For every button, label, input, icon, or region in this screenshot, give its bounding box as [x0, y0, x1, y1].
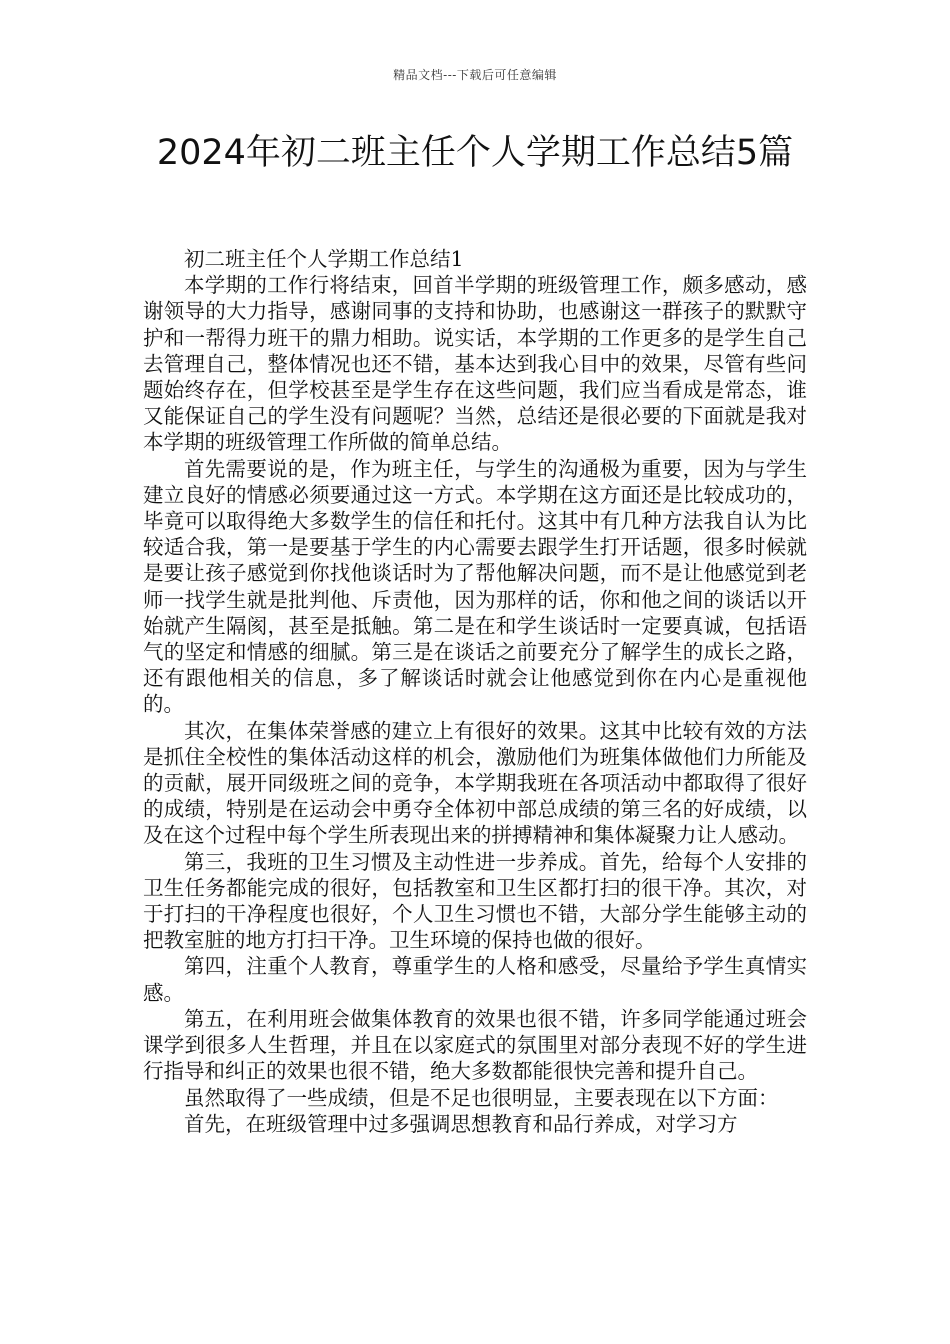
paragraph: 第三，我班的卫生习惯及主动性进一步养成。首先，给每个人安排的卫生任务都能完成的很好，包括教室和卫生区都打扫的很干净。其次，对于打扫的干净程度也很好，个人卫生习惯也不错，大部分学生能够主动的把教室脏的地方打扫干净。卫生环境的保持也做的很好。	[143, 849, 807, 953]
document-title: 2024年初二班主任个人学期工作总结5篇	[156, 133, 794, 173]
paragraph: 首先需要说的是，作为班主任，与学生的沟通极为重要，因为与学生建立良好的情感必须要通过这一方式。本学期在这方面还是比较成功的，毕竟可以取得绝大多数学生的信任和托付。这其中有几种方法我自认为比较适合我，第一是要基于学生的内心需要去跟学生打开话题，很多时候就是要让孩子感觉到你找他谈话时为了帮他解决问题，而不是让他感觉到老师一找学生就是批判他、斥责他，因为那样的话，你和他之间的谈话以开始就产生隔阂，甚至是抵触。第二是在和学生谈话时一定要真诚，包括语气的坚定和情感的细腻。第三是在谈话之前要充分了解学生的成长之路，还有跟他相关的信息，多了解谈话时就会让他感觉到你在内心是重视他的。	[143, 456, 807, 717]
paragraph: 第五，在利用班会做集体教育的效果也很不错，许多同学能通过班会课学到很多人生哲理，并且在以家庭式的氛围里对部分表现不好的学生进行指导和纠正的效果也很不错，绝大多数都能很快完善和提升自己。	[143, 1006, 807, 1084]
paragraph: 首先，在班级管理中过多强调思想教育和品行养成，对学习方	[184, 1111, 738, 1136]
paragraph: 本学期的工作行将结束，回首半学期的班级管理工作，颇多感动，感谢领导的大力指导，感谢同事的支持和协助，也感谢这一群孩子的默默守护和一帮得力班干的鼎力相助。说实话，本学期的工作更多的是学生自己去管理自己，整体情况也还不错，基本达到我心目中的效果，尽管有些问题始终存在，但学校甚至是学生存在这些问题，我们应当看成是常态，谁又能保证自己的学生没有问题呢？当然，总结还是很必要的下面就是我对本学期的班级管理工作所做的简单总结。	[143, 273, 807, 455]
section-heading: 初二班主任个人学期工作总结1	[184, 247, 464, 271]
paragraph: 其次，在集体荣誉感的建立上有很好的效果。这其中比较有效的方法是抓住全校性的集体活动这样的机会，激励他们为班集体做他们力所能及的贡献，展开同级班之间的竞争，本学期我班在各项活动中都取得了很好的成绩，特别是在运动会中勇夺全体初中部总成绩的第三名的好成绩，以及在这个过程中每个学生所表现出来的拼搏精神和集体凝聚力让人感动。	[143, 718, 807, 848]
header-note: 精品文档---下载后可任意编辑	[393, 68, 557, 82]
document-body	[143, 246, 807, 1137]
paragraph: 虽然取得了一些成绩，但是不足也很明显，主要表现在以下方面：	[184, 1085, 779, 1110]
paragraph: 第四，注重个人教育，尊重学生的人格和感受，尽量给予学生真情实感。	[143, 954, 807, 1005]
